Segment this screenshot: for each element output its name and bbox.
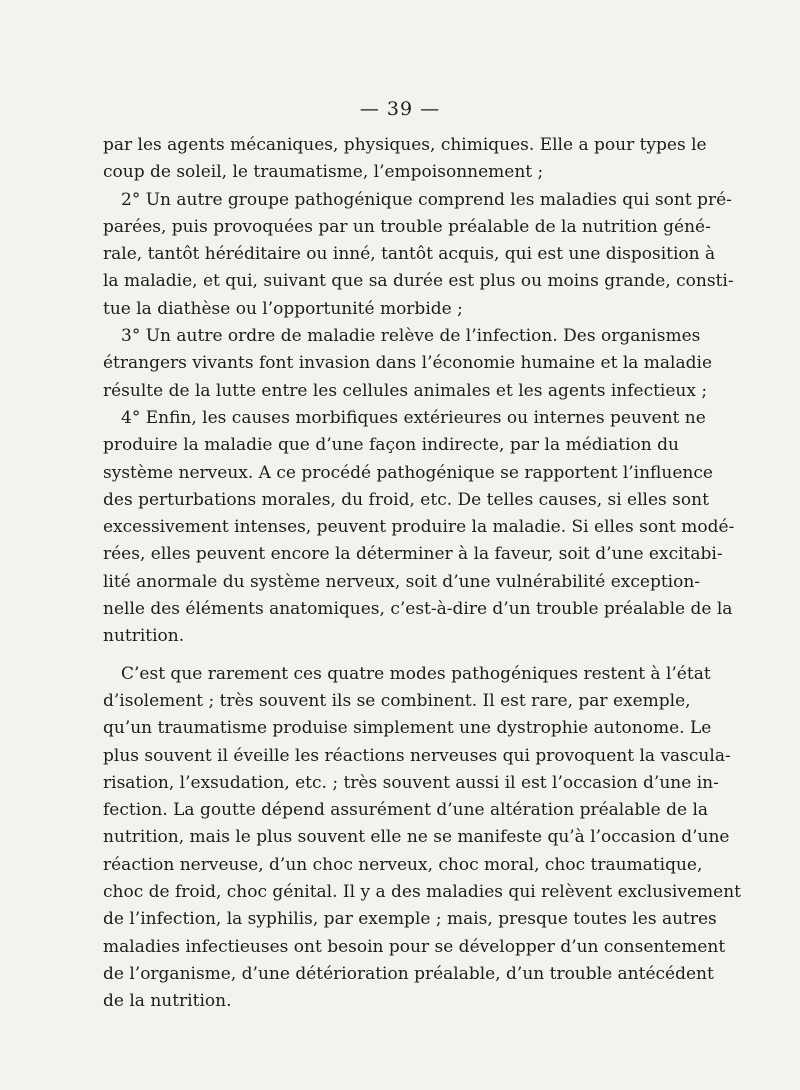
text-line: de l’organisme, d’une détérioration préalable, d’un trouble antécédent xyxy=(103,963,714,984)
text-line: 3° Un autre ordre de maladie relève de l’infection. Des organismes xyxy=(121,326,701,347)
text-line: parées, puis provoquées par un trouble préalable de la nutrition géné- xyxy=(103,216,711,237)
text-line: rale, tantôt héréditaire ou inné, tantôt acquis, qui est une disposition à xyxy=(103,244,716,265)
text-line: produire la maladie que d’une façon indirecte, par la médiation du xyxy=(103,435,679,456)
text-line: nelle des éléments anatomiques, c’est-à-dire d’un trouble préalable de la xyxy=(103,599,733,620)
text-line: rées, elles peuvent encore la déterminer à la faveur, soit d’une excitabi- xyxy=(103,544,723,565)
text-line: réaction nerveuse, d’un choc nerveux, choc moral, choc traumatique, xyxy=(103,854,703,875)
text-line: fection. La goutte dépend assurément d’une altération préalable de la xyxy=(103,800,709,821)
text-line: coup de soleil, le traumatisme, l’empoisonnement ; xyxy=(103,162,544,183)
body-text xyxy=(103,132,741,1016)
text-line: qu’un traumatisme produise simplement une dystrophie autonome. Le xyxy=(103,718,712,739)
text-line: 2° Un autre groupe pathogénique comprend les maladies qui sont pré- xyxy=(121,189,732,210)
text-line: nutrition, mais le plus souvent elle ne se manifeste qu’à l’occasion d’une xyxy=(103,827,730,848)
text-line: d’isolement ; très souvent ils se combinent. Il est rare, par exemple, xyxy=(103,690,691,711)
text-line: excessivement intenses, peuvent produire la maladie. Si elles sont modé- xyxy=(103,517,735,538)
text-line: 4° Enfin, les causes morbifiques extérieures ou internes peuvent ne xyxy=(121,407,706,428)
text-line: C’est que rarement ces quatre modes pathogéniques restent à l’état xyxy=(121,663,711,684)
text-line: la maladie, et qui, suivant que sa durée est plus ou moins grande, consti- xyxy=(103,271,734,292)
text-line: résulte de la lutte entre les cellules animales et les agents infectieux ; xyxy=(103,380,708,401)
text-line: lité anormale du système nerveux, soit d’une vulnérabilité exception- xyxy=(103,571,701,592)
text-line: plus souvent il éveille les réactions nerveuses qui provoquent la vascula- xyxy=(103,745,731,766)
text-line: des perturbations morales, du froid, etc. De telles causes, si elles sont xyxy=(103,489,709,510)
text-line: risation, l’exsudation, etc. ; très souvent aussi il est l’occasion d’une in- xyxy=(103,772,719,793)
text-line: tue la diathèse ou l’opportunité morbide ; xyxy=(103,298,463,319)
text-line: de l’infection, la syphilis, par exemple ; mais, presque toutes les autres xyxy=(103,909,717,930)
text-line: choc de froid, choc génital. Il y a des maladies qui relèvent exclusivement xyxy=(103,882,741,903)
text-line: par les agents mécaniques, physiques, chimiques. Elle a pour types le xyxy=(103,135,707,155)
text-line: nutrition. xyxy=(103,626,185,647)
text-line: de la nutrition. xyxy=(103,991,232,1012)
text-line: système nerveux. A ce procédé pathogénique se rapportent l’influence xyxy=(103,462,713,483)
page-number: — 39 — xyxy=(359,98,441,120)
text-line: étrangers vivants font invasion dans l’économie humaine et la maladie xyxy=(103,353,713,374)
text-line: maladies infectieuses ont besoin pour se développer d’un consentement xyxy=(103,936,726,957)
